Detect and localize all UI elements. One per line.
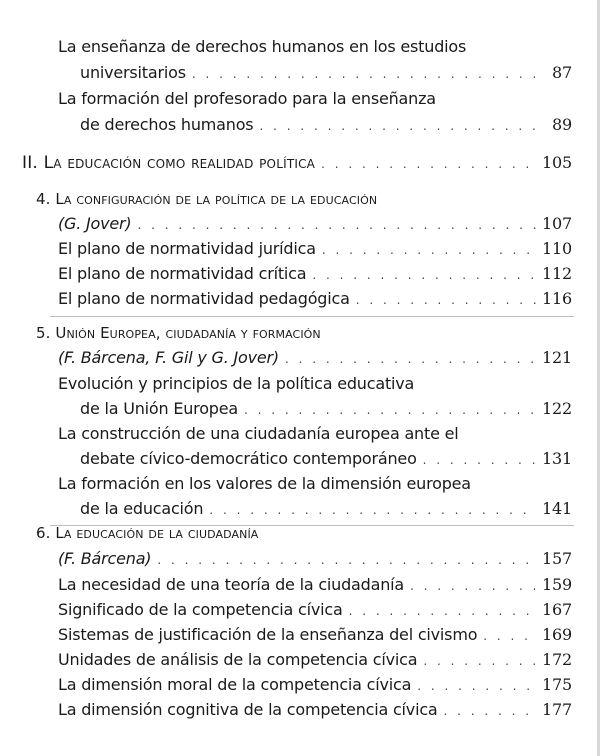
leader-dots xyxy=(137,212,536,238)
toc-entry-label: La necesidad de una teoría de la ciudadanía xyxy=(58,575,405,594)
page-number: 159 xyxy=(542,575,572,594)
toc-entry-label: El plano de normatividad crítica xyxy=(58,264,307,283)
page-number: 107 xyxy=(542,214,572,233)
toc-entry-line: La formación en los valores de la dimensión europea xyxy=(58,474,471,493)
toc-entry[interactable] xyxy=(58,345,572,371)
leader-dots xyxy=(322,237,536,263)
toc-entry-label: El plano de normatividad pedagógica xyxy=(58,289,350,308)
toc-part-heading[interactable] xyxy=(22,150,572,176)
leader-dots xyxy=(285,346,536,372)
toc-entry-line: La enseñanza de derechos humanos en los estudios xyxy=(58,37,467,56)
toc-entry[interactable] xyxy=(58,572,572,598)
toc-entry-label: universitarios xyxy=(80,63,186,82)
page-number: 121 xyxy=(542,348,572,367)
toc-entry[interactable] xyxy=(58,211,572,237)
toc-entry-label: de derechos humanos xyxy=(80,115,254,134)
toc-entry[interactable] xyxy=(80,60,572,86)
section-divider xyxy=(50,316,574,317)
toc-entry-line: Evolución y principios de la política educativa xyxy=(58,374,415,393)
toc-entry[interactable] xyxy=(58,261,572,287)
leader-dots xyxy=(192,61,546,87)
page-number: 157 xyxy=(542,549,572,568)
toc-entry-label: de la educación xyxy=(80,499,204,518)
page-number: 175 xyxy=(542,675,572,694)
page-number: 110 xyxy=(542,239,572,258)
chapter-author: (F. Bárcena) xyxy=(58,549,152,568)
page-number: 116 xyxy=(542,289,572,308)
page-number: 87 xyxy=(552,63,572,82)
chapter-author: (F. Bárcena, F. Gil y G. Jover) xyxy=(58,348,279,367)
leader-dots xyxy=(483,623,536,649)
toc-entry-label: El plano de normatividad jurídica xyxy=(58,239,316,258)
leader-dots xyxy=(410,573,536,599)
toc-entry[interactable] xyxy=(80,446,572,472)
page-number: 105 xyxy=(542,153,572,172)
leader-dots xyxy=(423,447,536,473)
leader-dots xyxy=(349,598,536,624)
leader-dots xyxy=(157,547,536,573)
page-number: 169 xyxy=(542,625,572,644)
toc-entry-label: La dimensión cognitiva de la competencia cívica xyxy=(58,700,438,719)
part-title: II. La educación como realidad política xyxy=(22,153,316,173)
toc-entry[interactable] xyxy=(58,546,572,572)
toc-entry[interactable] xyxy=(58,622,572,648)
page-number: 177 xyxy=(542,700,572,719)
leader-dots xyxy=(356,287,536,313)
toc-entry[interactable] xyxy=(58,672,572,698)
toc-entry[interactable] xyxy=(58,697,572,723)
page-number: 89 xyxy=(552,115,572,134)
leader-dots xyxy=(444,698,537,724)
leader-dots xyxy=(423,648,536,674)
toc-entry[interactable] xyxy=(58,236,572,262)
leader-dots xyxy=(417,673,536,699)
page-number: 172 xyxy=(542,650,572,669)
toc-entry-label: debate cívico-democrático contemporáneo xyxy=(80,449,417,468)
toc-entry[interactable] xyxy=(80,396,572,422)
leader-dots xyxy=(244,397,536,423)
toc-entry[interactable] xyxy=(58,647,572,673)
page-number: 141 xyxy=(542,499,572,518)
toc-entry-label: de la Unión Europea xyxy=(80,399,239,418)
page-number: 122 xyxy=(542,399,572,418)
toc-entry-label: La dimensión moral de la competencia cívica xyxy=(58,675,412,694)
toc-entry[interactable] xyxy=(80,496,572,522)
page-number: 167 xyxy=(542,600,572,619)
toc-entry-label: Unidades de análisis de la competencia cívica xyxy=(58,650,418,669)
chapter-author: (G. Jover) xyxy=(58,214,132,233)
leader-dots xyxy=(259,113,546,139)
page-number: 112 xyxy=(542,264,572,283)
toc-entry[interactable] xyxy=(58,597,572,623)
toc-entry-line: La formación del profesorado para la enseñanza xyxy=(58,89,436,108)
toc-entry[interactable] xyxy=(80,112,572,138)
toc-entry-label: Sistemas de justificación de la enseñanza del civismo xyxy=(58,625,478,644)
toc-entry-label: Significado de la competencia cívica xyxy=(58,600,343,619)
page-number: 131 xyxy=(542,449,572,468)
leader-dots xyxy=(312,262,536,288)
chapter-title: 5. Unión Europea, ciudadanía y formación xyxy=(36,324,321,342)
toc-entry[interactable] xyxy=(58,286,572,312)
toc-entry-line: La construcción de una ciudadanía europea ante el xyxy=(58,424,459,443)
leader-dots xyxy=(321,151,536,177)
chapter-title: 6. La educación de la ciudadanía xyxy=(36,524,259,542)
chapter-title: 4. La configuración de la política de la educación xyxy=(36,190,378,208)
